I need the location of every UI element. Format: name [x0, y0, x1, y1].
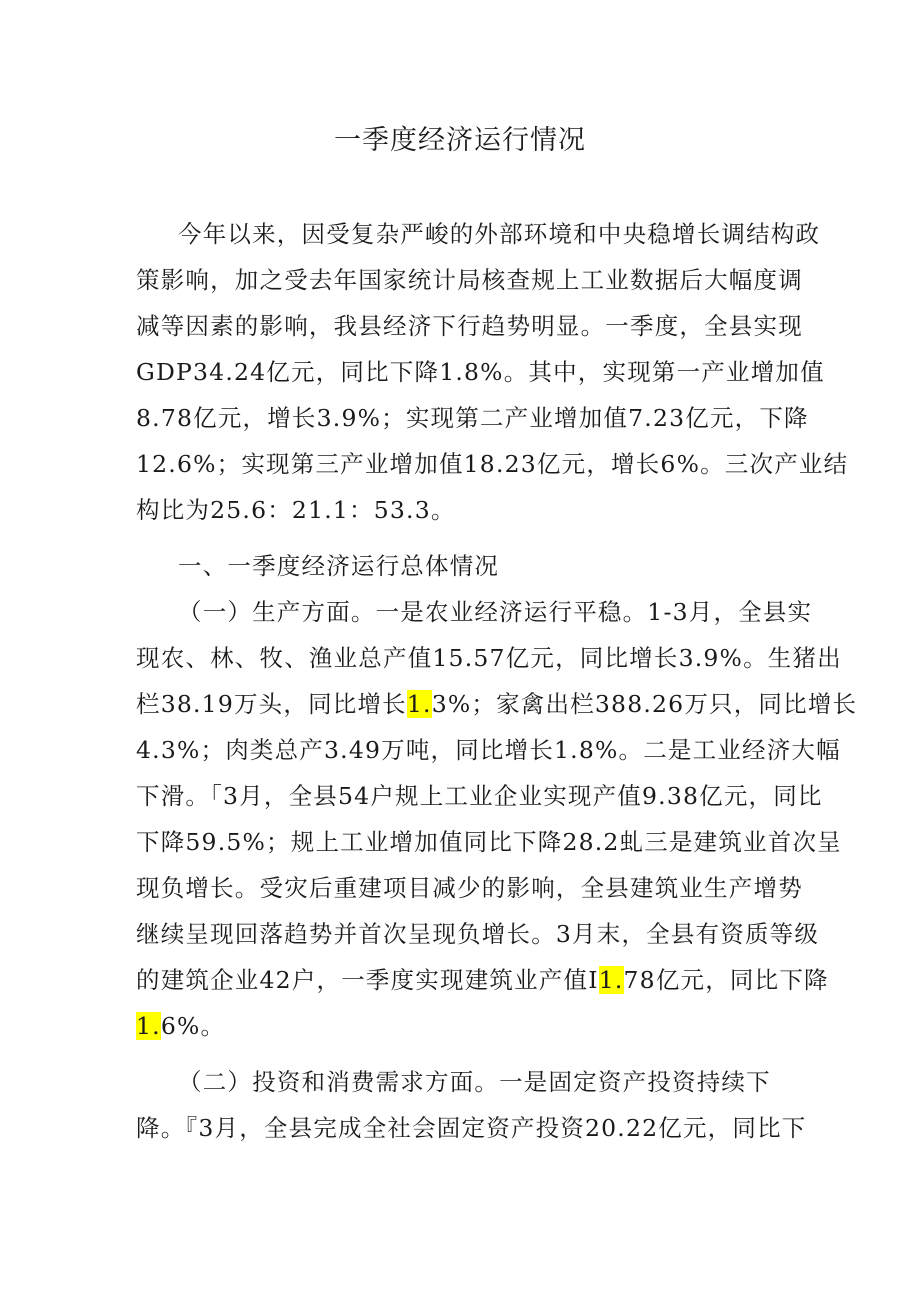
paragraph-line: [136, 398, 809, 438]
paragraph-line: [136, 1108, 806, 1148]
highlighted-text: 1.: [406, 690, 432, 718]
paragraph-line: [136, 822, 842, 862]
paragraph-line: [136, 776, 823, 816]
text-run: 现负增长。受灾后重建项目减少的影响，全县建筑业生产增势: [136, 874, 803, 902]
text-run: （一）生产方面。一是农业经济运行平稳。1-3月，全县实: [178, 598, 813, 626]
text-run: 减等因素的影响，我县经济下行趋势明显。一季度，全县实现: [136, 312, 803, 340]
paragraph-line: [136, 730, 841, 770]
text-run: （二）投资和消费需求方面。一是固定资产投资持续下: [178, 1068, 771, 1096]
paragraph-line: [136, 914, 819, 954]
paragraph-line: [136, 960, 829, 1000]
text-run: GDP34.24亿元，同比下降1.8%。其中，实现第一产业增加值: [136, 358, 825, 386]
text-run: 今年以来，因受复杂严峻的外部环境和中央稳增长调结构政: [178, 220, 821, 248]
text-run: 一、一季度经济运行总体情况: [178, 552, 500, 580]
paragraph-line: [178, 592, 812, 632]
paragraph-line: [136, 260, 803, 300]
text-run: 6%。: [160, 1012, 226, 1040]
highlighted-text: 1.: [136, 1012, 161, 1040]
highlighted-text: 1.: [598, 966, 624, 994]
paragraph-line: [136, 868, 803, 908]
paragraph-line: [178, 546, 499, 586]
text-run: 4.3%；肉类总产3.49万吨，同比增长1.8%。二是工业经济大幅: [136, 736, 841, 764]
text-run: 策影响，加之受去年国家统计局核查规上工业数据后大幅度调: [136, 266, 803, 294]
text-run: 构比为25.6：21.1：53.3。: [136, 496, 456, 524]
text-run: 的建筑企业42户，一季度实现建筑业产值I: [136, 966, 599, 994]
document-title: 一季度经济运行情况: [334, 125, 586, 156]
paragraph-line: [136, 1006, 225, 1046]
text-run: 继续呈现回落趋势并首次呈现负增长。3月末，全县有资质等级: [136, 920, 820, 948]
text-run: 下滑。「3月，全县54户规上工业企业实现产值9.38亿元，同比: [136, 782, 823, 810]
paragraph-line: [136, 490, 456, 530]
paragraph-line: [136, 352, 825, 392]
text-run: 12.6%；实现第三产业增加值18.23亿元，增长6%。三次产业结: [136, 450, 849, 478]
text-run: 现农、林、牧、渔业总产值15.57亿元，同比增长3.9%。生猪出: [136, 644, 842, 672]
paragraph-line: [136, 306, 803, 346]
paragraph-line: [136, 444, 848, 484]
paragraph-line: [136, 684, 857, 724]
text-run: 8.78亿元，增长3.9%；实现第二产业增加值7.23亿元，下降: [136, 404, 809, 432]
paragraph-line: [178, 214, 820, 254]
text-run: 降。『3月，全县完成全社会固定资产投资20.22亿元，同比下: [136, 1114, 807, 1142]
text-run: 3%；家禽出栏388.26万只，同比增长: [431, 690, 858, 718]
paragraph-line: [178, 1062, 771, 1102]
text-run: 栏38.19万头，同比增长: [136, 690, 407, 718]
text-run: 下降59.5%；规上工业增加值同比下降28.2虬三是建筑业首次呈: [136, 828, 842, 856]
text-run: 78亿元，同比下降: [623, 966, 829, 994]
paragraph-line: [136, 638, 842, 678]
